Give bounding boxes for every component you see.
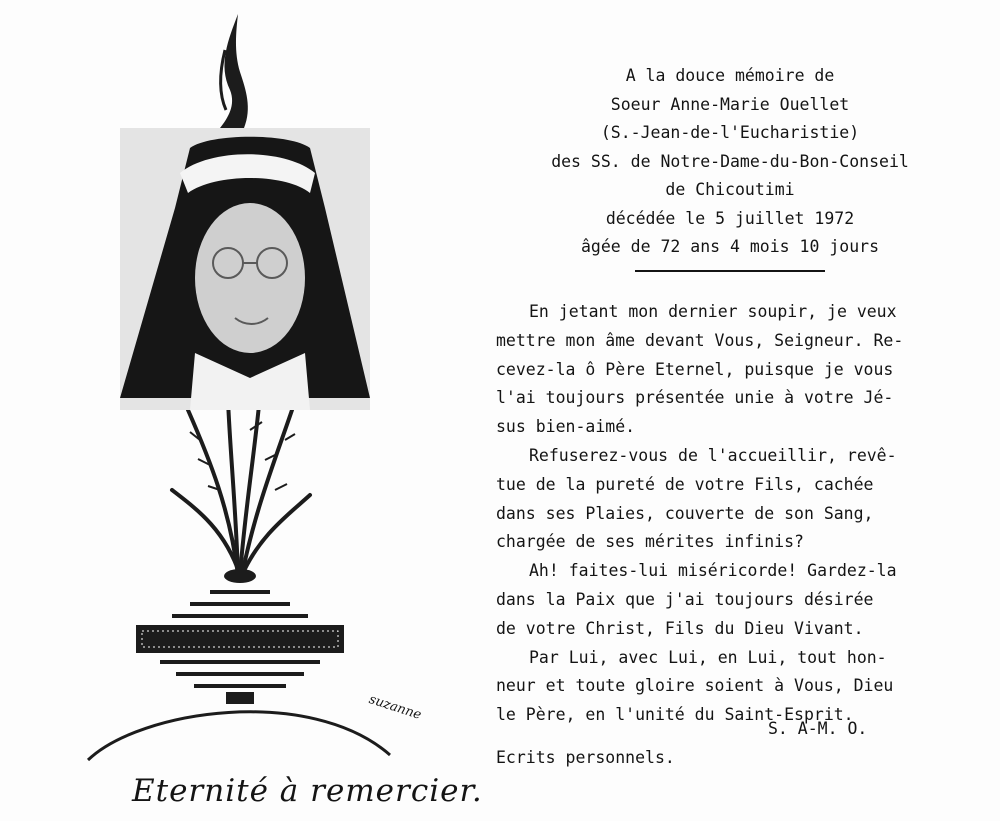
prayer-line: neur et toute gloire soient à Vous, Dieu [496, 676, 894, 696]
source-note: Ecrits personnels. [496, 748, 675, 767]
prayer-line: Ah! faites-lui miséricorde! Gardez-la [529, 561, 897, 581]
prayer-line: dans la Paix que j'ai toujours désirée [496, 589, 874, 609]
prayer-line: chargée de ses mérites infinis? [496, 532, 804, 552]
prayer-line: sus bien-aimé. [496, 417, 636, 437]
prayer-line: Par Lui, avec Lui, en Lui, tout hon- [529, 647, 887, 667]
heading-line: Soeur Anne-Marie Ouellet [610, 94, 850, 114]
heading-line: A la douce mémoire de [625, 66, 835, 85]
memorial-illustration [60, 10, 483, 810]
heading-line: âgée de 72 ans 4 mois 10 jours [580, 237, 879, 256]
prayer-line: le Père, en l'unité du Saint-Esprit. [496, 705, 854, 725]
prayer-line: cevez-la ô Père Eternel, puisque je vous [496, 359, 894, 379]
heading-line: des SS. de Notre-Dame-du-Bon-Conseil [551, 151, 909, 171]
prayer-line: En jetant mon dernier soupir, je veux [529, 302, 897, 321]
portrait-photo [120, 128, 370, 410]
prayer-line: de votre Christ, Fils du Dieu Vivant. [496, 618, 864, 638]
prayer-line: tue de la pureté de votre Fils, cachée [496, 474, 874, 494]
heading-line: décédée le 5 juillet 1972 [605, 208, 855, 228]
heading-line: de Chicoutimi [665, 180, 795, 199]
illustration-caption: Eternité à remercier. [132, 773, 483, 809]
prayer-line: l'ai toujours présentée unie à votre Jé- [496, 388, 894, 408]
artist-signature: suzanne [367, 692, 424, 723]
prayer-line: Refuserez-vous de l'accueillir, revê- [529, 445, 897, 465]
heading-line: (S.-Jean-de-l'Eucharistie) [600, 123, 860, 142]
divider [635, 270, 825, 272]
prayer-text [496, 298, 984, 730]
memorial-heading [480, 62, 980, 262]
prayer-line: dans ses Plaies, couverte de son Sang, [496, 503, 874, 523]
author-initials: S. A-M. O. [768, 719, 868, 738]
prayer-line: mettre mon âme devant Vous, Seigneur. Re- [496, 330, 904, 350]
